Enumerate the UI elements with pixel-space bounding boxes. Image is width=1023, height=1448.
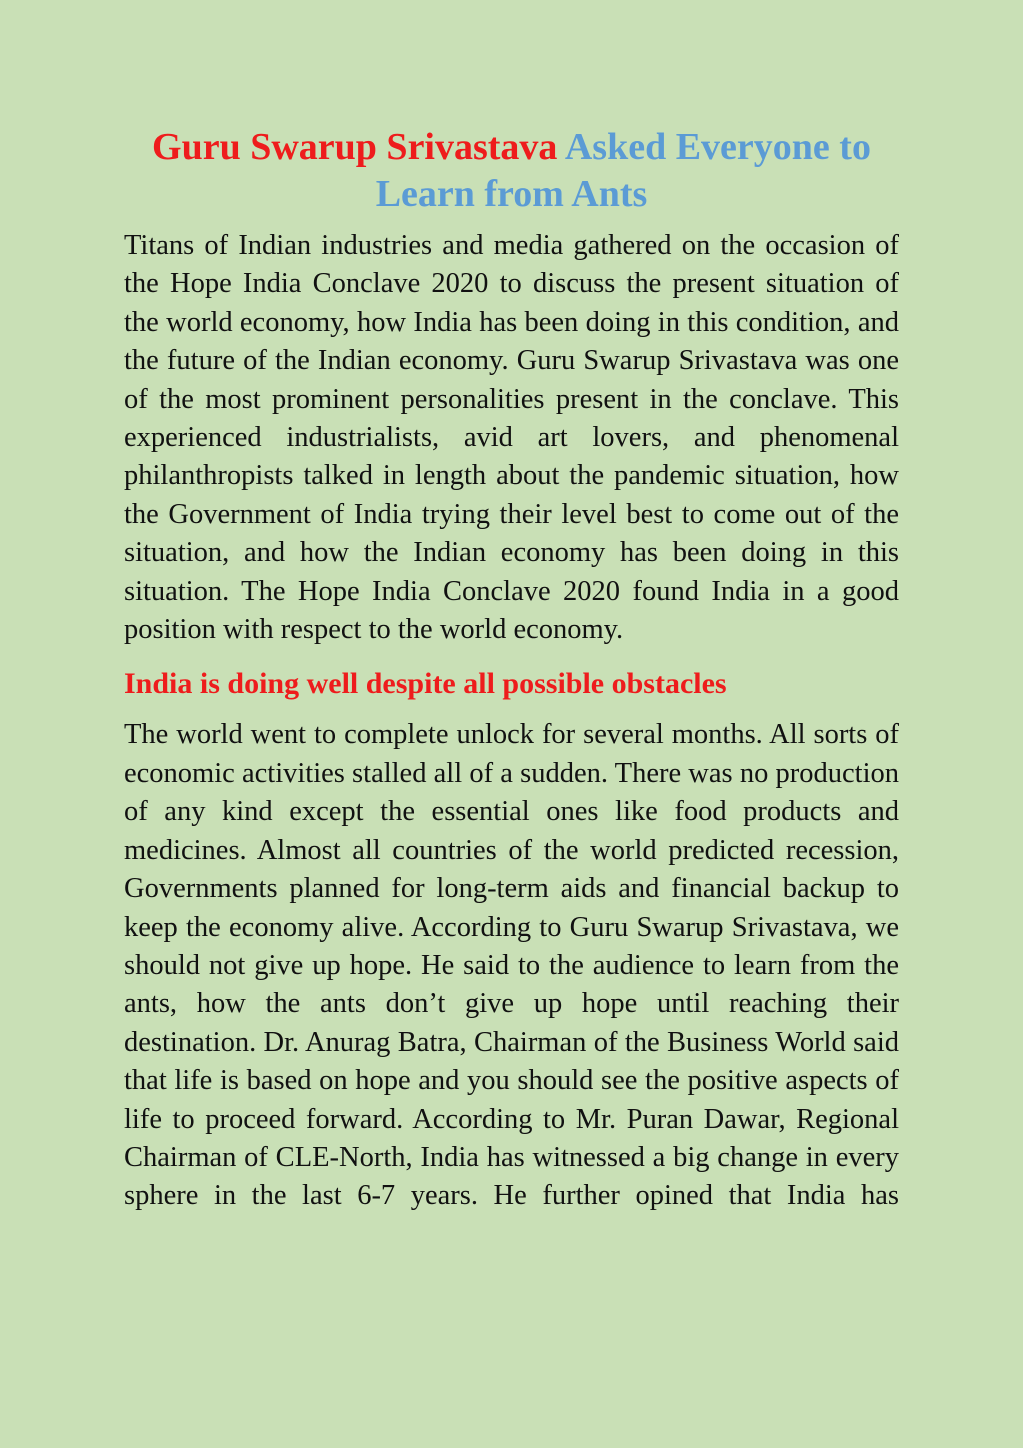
article-title [124,124,899,218]
paragraph-intro: Titans of Indian industries and media gathered on the occasion of the Hope India Conclave 2020 to discuss the present situation of the world economy, how India has been doing in this condition, and the future of the Indian economy. Guru Swarup Srivastava was one of the most prominent personalities present in the conclave. This experienced industrialists, avid art lovers, and phenomenal philanthropists talked in length about the pandemic situation, how the Government of India trying their level best to come out of the situation, and how the Indian economy has been doing in this situation. The Hope India Conclave 2020 found India in a good position with respect to the world economy. [124,230,899,646]
article-title-name: Guru Swarup Srivastava [152,126,558,168]
section-heading: India is doing well despite all possible obstacles [124,667,727,701]
paragraph-body [124,716,899,1215]
article-title-rest: Asked Everyone to Learn from Ants [375,126,871,215]
document-page [124,124,899,1216]
paragraph-body-text: The world went to complete unlock for several months. All sorts of economic activities stalled all of a sudden. There was no production of any kind except the essential ones like food products and medicines. Almost all countries of the world predicted recession, Governments planned for long-term aids and financial backup to keep the economy alive. According to Guru Swarup Srivastava, we should not give up hope. He said to the audience to learn from the ants, how the ants don’t give up hope until reaching their destination. Dr. Anurag Batra, Chairman of the Business World said that life is based on hope and you should see the positive aspects of life to proceed forward. According to Mr. Puran Dawar, Regional Chairman of CLE-North, India has witnessed a big change in every sphere in the last 6-7 years. He further opined that India has [124,719,899,1212]
